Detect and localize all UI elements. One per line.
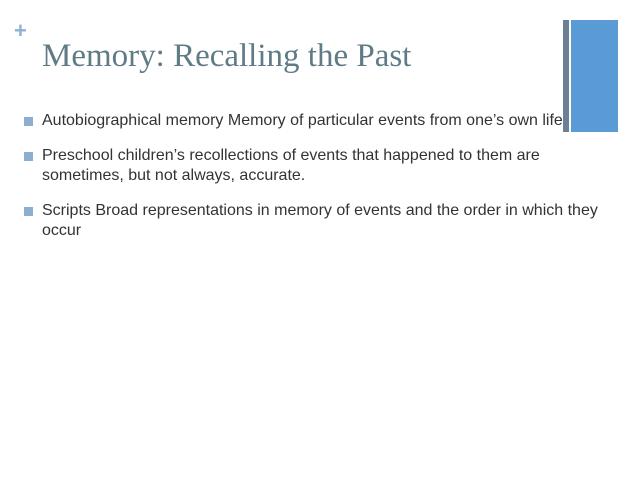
- bullet-item: [24, 146, 614, 186]
- square-bullet-icon: [24, 152, 33, 161]
- square-bullet-icon: [24, 117, 33, 126]
- bullet-item: [24, 201, 614, 241]
- plus-mark-icon: +: [14, 18, 27, 43]
- bullet-item: [24, 111, 614, 131]
- bullet-list: [24, 111, 614, 256]
- bullet-text: Preschool children’s recollections of events that happened to them are sometimes, but not always, accurate.: [42, 147, 540, 184]
- slide-title: Memory: Recalling the Past: [42, 38, 412, 74]
- square-bullet-icon: [24, 207, 33, 216]
- bullet-text: Scripts Broad representations in memory of events and the order in which they occur: [42, 202, 598, 239]
- bullet-text: Autobiographical memory Memory of particular events from one’s own life: [42, 112, 563, 129]
